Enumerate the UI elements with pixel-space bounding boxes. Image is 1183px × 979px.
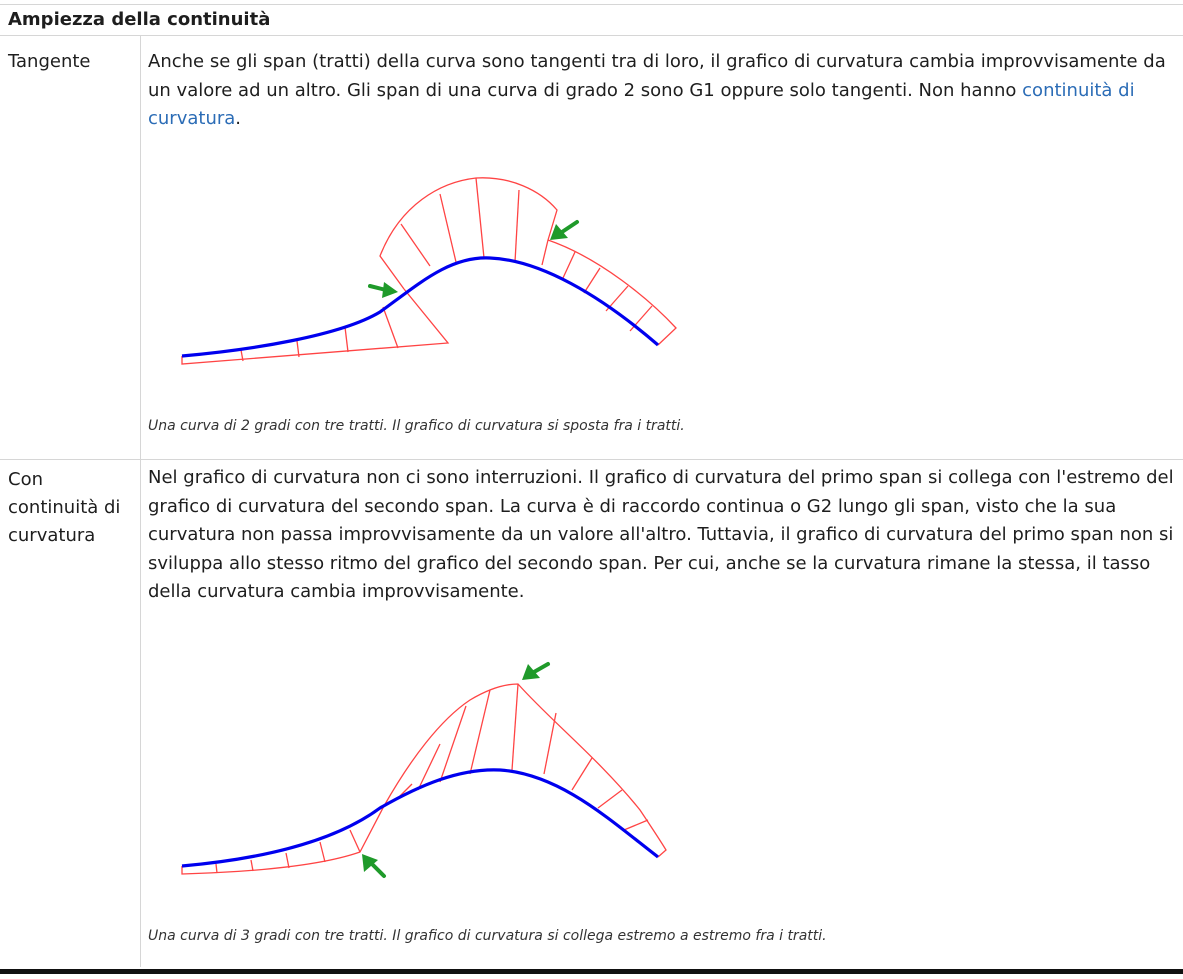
table-row-tangente — [0, 36, 1183, 460]
curvature-graph-span-3 — [542, 240, 676, 345]
table-row-curvature-continuity — [0, 460, 1183, 967]
table-header-title: Ampiezza della continuità — [8, 9, 271, 30]
green-arrow-icon — [522, 664, 548, 680]
green-arrow-icon — [362, 854, 384, 876]
column-divider — [140, 36, 141, 967]
row-description-curvature-continuity: Nel grafico di curvatura non ci sono interruzioni. Il grafico di curvatura del primo span si collega con l'estremo del grafico di curvatura del secondo span. La curva è di raccordo continua o G2 lungo gli span, visto che la sua curvatura non passa improvvisamente da un valore all'altro. Tuttavia, il grafico di curvatura del primo span non si sviluppa allo stesso ritmo del grafico del secondo span. Per cui, anche se la curvatura rimane la stessa, il tasso della curvatura cambia improvvisamente. — [148, 467, 1174, 602]
figure-caption-degree-2: Una curva di 2 gradi con tre tratti. Il grafico di curvatura si sposta fra i tratti. — [148, 418, 685, 434]
description-text: Anche se gli span (tratti) della curva sono tangenti tra di loro, il grafico di curvatura cambia improvvisamente da un valore ad un altro. Gli span di una curva di grado 2 sono G1 oppure solo tangenti. Non hanno — [148, 51, 1166, 101]
table-header — [0, 4, 1183, 36]
description-text-end: . — [235, 108, 242, 129]
green-arrow-icon — [550, 222, 577, 240]
bottom-border-line — [0, 969, 1183, 974]
row-description-tangente — [148, 48, 1180, 134]
bottom-border — [0, 967, 1183, 979]
degree-3-curve — [182, 770, 658, 866]
row-label-curvature-continuity: Con continuità di curvatura — [8, 469, 121, 546]
degree-2-curvature-figure — [170, 172, 690, 412]
degree-3-curvature-figure — [170, 658, 690, 888]
curvature-continuity-link[interactable]: continuità di curvatura — [148, 79, 1135, 129]
degree-2-curve — [182, 258, 658, 356]
green-arrow-icon — [370, 282, 398, 298]
curvature-graph-span-2 — [380, 178, 557, 289]
figure-caption-degree-3: Una curva di 3 gradi con tre tratti. Il grafico di curvatura si collega estremo a estremo fra i tratti. — [148, 928, 827, 944]
row-label-tangente: Tangente — [8, 51, 91, 72]
